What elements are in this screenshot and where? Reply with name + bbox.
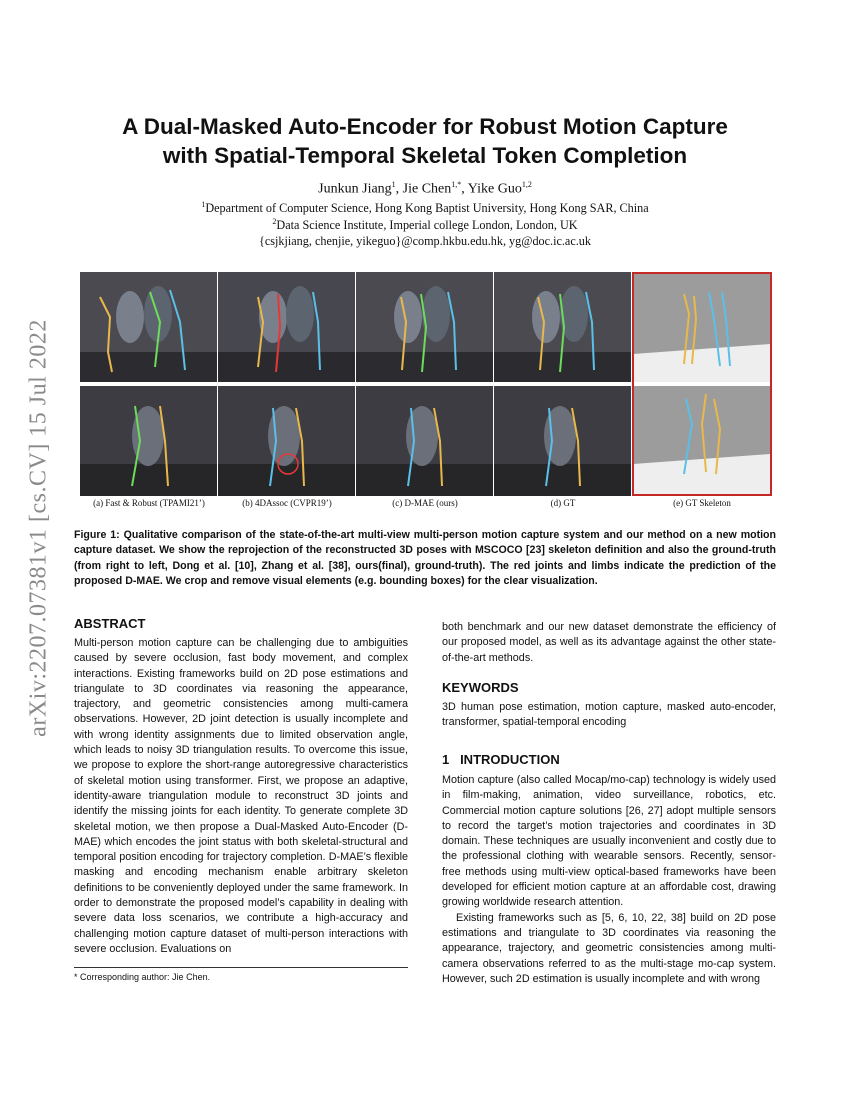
paper-title	[60, 112, 790, 170]
author-sup: 1,*	[451, 180, 462, 189]
affiliation-1	[60, 200, 790, 216]
panel-c-bottom	[356, 386, 493, 496]
abstract-heading: ABSTRACT	[74, 616, 146, 631]
keywords-heading: KEYWORDS	[442, 680, 519, 695]
author-list: Junkun Jiang$^1$, Jie Chen$^{1,*}$, Yike Guo$^{1,2}$	[318, 180, 532, 197]
panel-b-top	[218, 272, 355, 382]
intro-paragraph-1: Motion capture (also called Mocap/mo-cap) technology is widely used in film-making, animation, video surveillance, robotics, etc. Commercial motion capture solutions [26, 27] adopt multiple sensors to record the target’s motion trajectories and coordinates in 3D domain. These techniques are usually inconvenient and costly due to the professional clothing with wearable sensors. Recently, sensor-free methods using multi-view optical-based frameworks have been developed for efficient motion capture at an affordable cost, drawing growing worldwide research attention.	[442, 774, 776, 909]
title-line-1: A Dual-Masked Auto-Encoder for Robust Motion Capture	[122, 114, 728, 139]
panel-b-bottom	[218, 386, 355, 496]
panel-label: (a) Fast & Robust (TPAMI21’)	[93, 498, 205, 508]
keywords-text	[442, 700, 776, 731]
introduction-heading: 1 INTRODUCTION	[442, 752, 560, 767]
panel-label: (b) 4DAssoc (CVPR19’)	[242, 498, 332, 508]
abstract-continuation	[442, 620, 776, 666]
abstract-text	[74, 636, 408, 957]
panel-label: (c) D-MAE (ours)	[392, 498, 458, 508]
panel-a-bottom	[80, 386, 217, 496]
title-line-2: with Spatial-Temporal Skeletal Token Completion	[162, 143, 688, 168]
panel-label: (e) GT Skeleton	[673, 498, 731, 508]
introduction-text	[442, 773, 776, 987]
figure-caption: Figure 1: Qualitative comparison of the state-of-the-art multi-view multi-person motion capture system and our method on a new motion capture dataset. We show the reprojection of the reconstructed 3D poses with MSCOCO [23] skeleton definition and also the ground-truth (from right to left, Dong et al. [10], Zhang et al. [38], ours(final), ground-truth). The red joints and limbs indicate the prediction of the proposed D-MAE. We crop and remove visual elements (e.g. bounding boxes) for the clear visualization.	[74, 529, 776, 588]
arxiv-id: arXiv:2207.07381v1 [cs.CV] 15 Jul 2022	[25, 319, 52, 737]
affiliation-2	[60, 217, 790, 233]
panel-a-top	[80, 272, 217, 382]
panel-c-top	[356, 272, 493, 382]
abstract-paragraph: Multi-person motion capture can be challenging due to ambiguities caused by severe occlusion, fast body movement, and complex interactions. Existing frameworks build on 2D pose estimations and triangulate to 3D coordinates via reasoning the appearance, trajectory, and geometric consistencies among multi-camera observations. However, 2D joint detection is usually incomplete and with wrong identity assignments due to limited observation angle, which leads to noisy 3D triangulation results. To overcome this issue, we propose to explore the short-range autoregressive characteristics of skeletal motion using transformer. First, we propose an adaptive, identity-aware triangulation module to reconstruct 3D joints and identify the missing joints for each identity. To generate complete 3D skeletal motion, we then propose a Dual-Masked Auto-Encoder (D-MAE) which encodes the joint status with both skeletal-structural and temporal position encoding for trajectory completion. D-MAE’s flexible masking and encoding mechanism enable arbitrary skeleton definitions to be conveniently deployed under the same framework. In order to demonstrate the proposed model’s capability in dealing with severe data loss scenarios, we contribute a high-accuracy and challenging motion capture dataset of multi-person interactions with severe occlusion. Evaluations on	[74, 637, 408, 955]
footnote-rule	[74, 967, 408, 968]
affiliation-text: Department of Computer Science, Hong Kong Baptist University, Hong Kong SAR, China	[205, 201, 649, 216]
abstract-continuation-text: both benchmark and our new dataset demonstrate the efficiency of our proposed model, as well as its advantage against the other state-of-the-art methods.	[442, 621, 776, 664]
author-name: Yike Guo	[467, 181, 522, 197]
figure-1	[80, 272, 772, 496]
gt-skeleton-render	[634, 274, 770, 494]
affiliation-sup: 1	[201, 200, 206, 209]
author-name: Jie Chen	[402, 181, 452, 197]
author-name: Junkun Jiang	[318, 181, 392, 197]
footnote: * Corresponding author: Jie Chen.	[74, 972, 211, 982]
author-sup: 1	[391, 180, 396, 189]
affiliation-sup: 2	[272, 217, 277, 226]
affiliation-text: Data Science Institute, Imperial college London, London, UK	[276, 218, 578, 233]
gt-skeleton-frame	[632, 272, 772, 496]
panel-d-top	[494, 272, 631, 382]
panel-d-bottom	[494, 386, 631, 496]
author-emails: {csjkjiang, chenjie, yikeguo}@comp.hkbu.edu.hk, yg@doc.ic.ac.uk	[259, 234, 591, 248]
author-sup: 1,2	[521, 180, 532, 189]
panel-label: (d) GT	[550, 498, 576, 508]
figure-panel-labels	[80, 498, 772, 512]
keywords-paragraph: 3D human pose estimation, motion capture, masked auto-encoder, transformer, spatial-temporal encoding	[442, 701, 776, 729]
arxiv-sidebar	[14, 268, 64, 788]
intro-paragraph-2: Existing frameworks such as [5, 6, 10, 22, 38] build on 2D pose estimations and triangulate to 3D coordinates via reasoning the appearance, trajectory, and geometric consistencies among multi-camera observations referred to as the multi-stage mo-cap system. However, such 2D estimation is usually incomplete and with wrong	[442, 911, 776, 985]
